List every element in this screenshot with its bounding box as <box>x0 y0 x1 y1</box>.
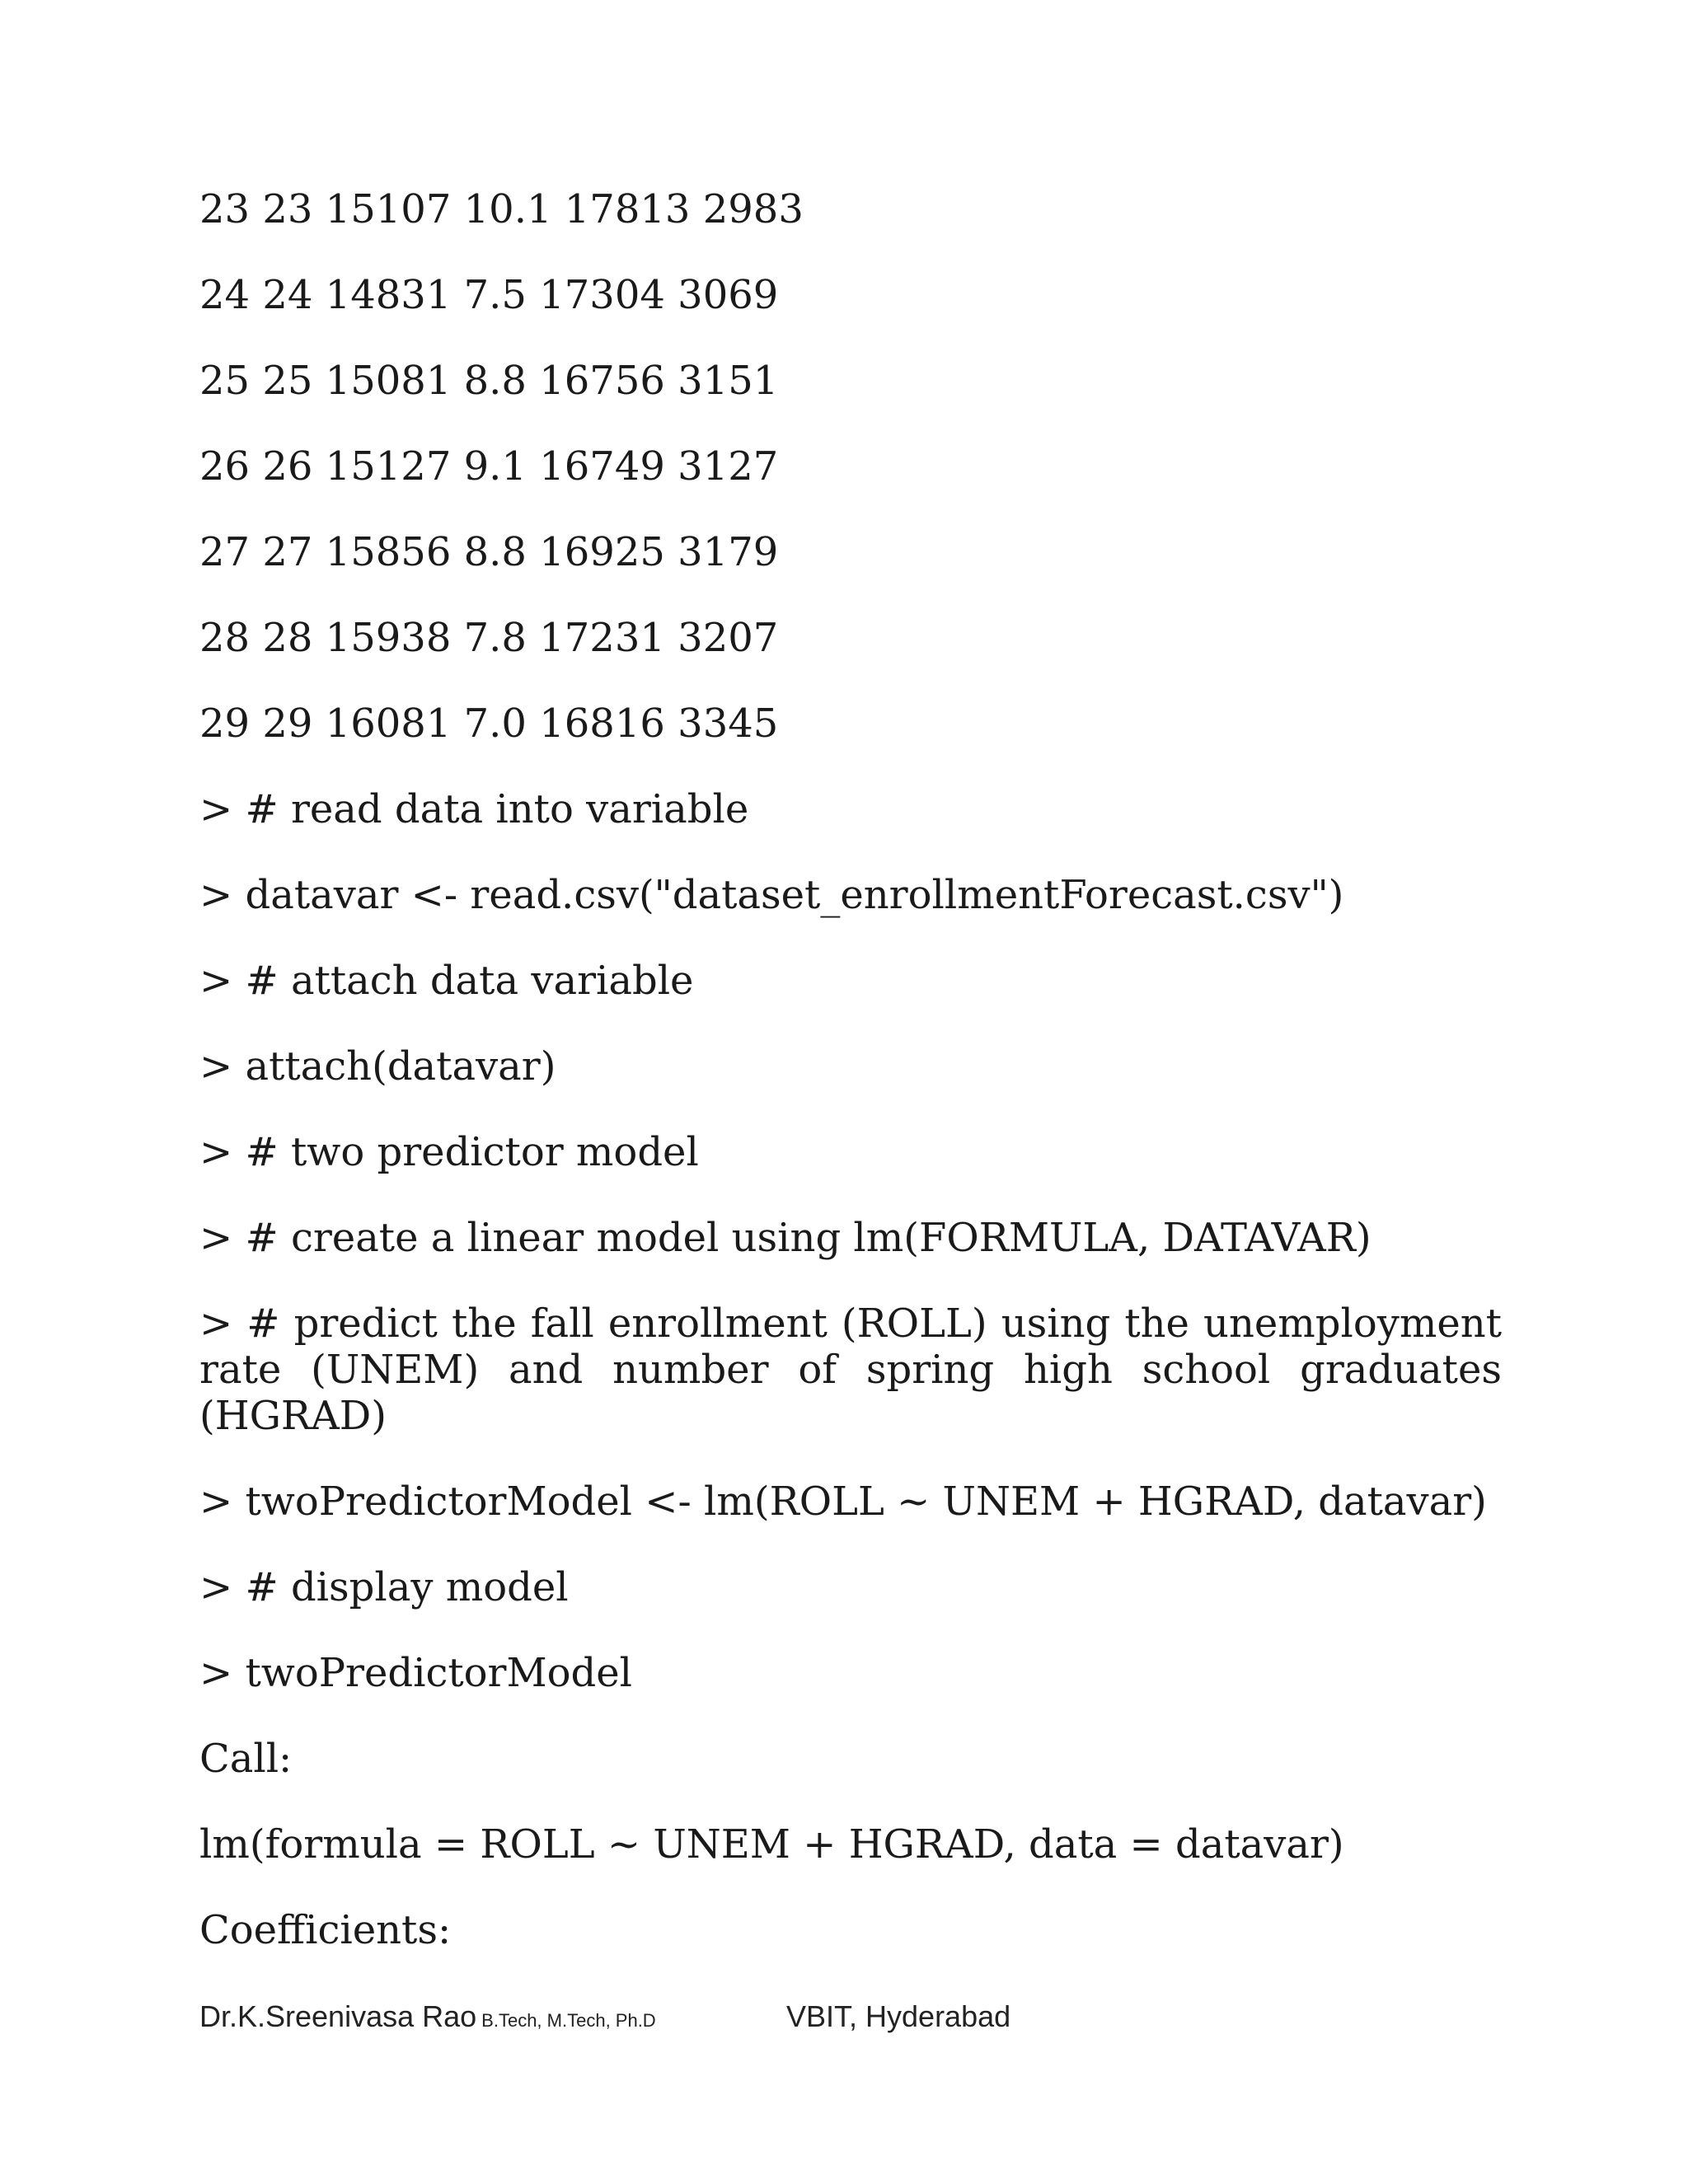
data-row: 28 28 15938 7.8 17231 3207 <box>199 615 779 661</box>
call-formula: lm(formula = ROLL ~ UNEM + HGRAD, data = datavar) <box>199 1821 1344 1868</box>
data-row: 24 24 14831 7.5 17304 3069 <box>199 272 779 318</box>
call-label: Call: <box>199 1736 293 1782</box>
comment-attach-data: > # attach data variable <box>199 958 694 1004</box>
comment-two-predictor: > # two predictor model <box>199 1129 699 1175</box>
coefficients-label: Coefficients: <box>199 1907 452 1953</box>
command-read-csv: > datavar <- read.csv("dataset_enrollmentForecast.csv") <box>199 872 1344 918</box>
comment-create-model: > # create a linear model using lm(FORMULA, DATAVAR) <box>199 1215 1372 1261</box>
data-row: 26 26 15127 9.1 16749 3127 <box>199 443 779 490</box>
data-row: 25 25 15081 8.8 16756 3151 <box>199 358 779 404</box>
comment-predict: > # predict the fall enrollment (ROLL) using the unemployment rate (UNEM) and number of spring high school graduates (HGRAD) <box>199 1301 1502 1439</box>
command-display-model: > twoPredictorModel <box>199 1650 633 1696</box>
footer-affiliation: VBIT, Hyderabad <box>786 1999 1011 2033</box>
footer-degrees: B.Tech, M.Tech, Ph.D <box>481 2010 656 2031</box>
comment-display-model: > # display model <box>199 1564 569 1610</box>
comment-read-data: > # read data into variable <box>199 786 749 832</box>
page-content <box>199 186 1502 1993</box>
command-build-model: > twoPredictorModel <- lm(ROLL ~ UNEM + HGRAD, datavar) <box>199 1479 1487 1525</box>
command-attach: > attach(datavar) <box>199 1043 556 1090</box>
data-row: 29 29 16081 7.0 16816 3345 <box>199 701 779 747</box>
data-row: 27 27 15856 8.8 16925 3179 <box>199 529 779 575</box>
footer-author: Dr.K.Sreenivasa Rao <box>199 1999 477 2033</box>
data-row: 23 23 15107 10.1 17813 2983 <box>199 186 804 232</box>
page-footer <box>199 1999 1011 2034</box>
